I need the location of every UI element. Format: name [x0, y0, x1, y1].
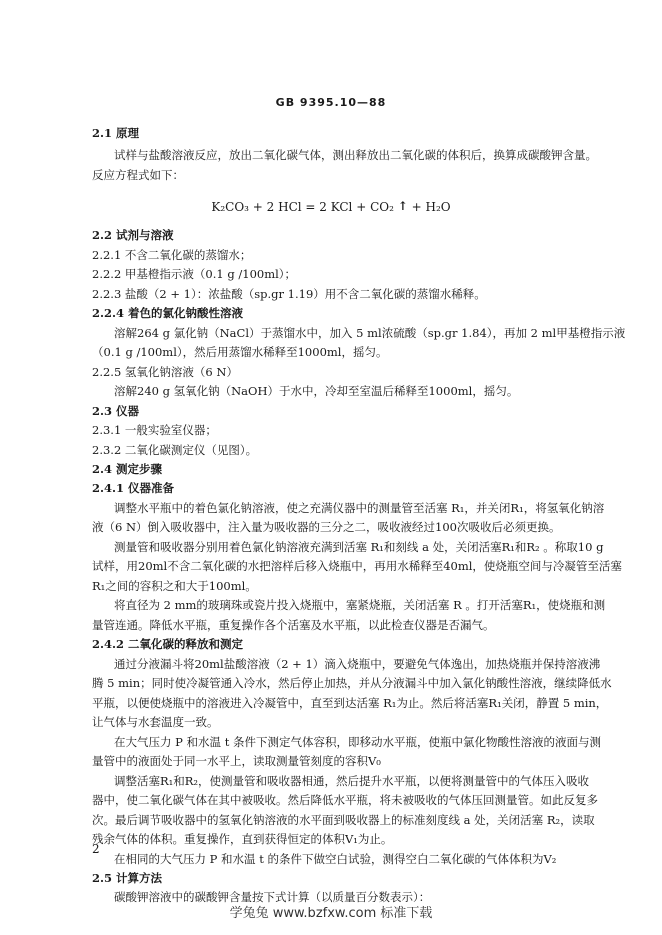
text-line: 通过分液漏斗将20ml盐酸溶液（2 + 1）滴入烧瓶中，要避免气体逸出，加热烧瓶并保持溶液沸 — [114, 657, 601, 671]
text-line: 量管中的液面处于同一水平上，读取测量管刻度的容积V₀ — [92, 754, 381, 768]
text-line: 2.3.2 二氧化碳测定仪（见图）。 — [92, 443, 258, 457]
text-line: 2.4.1 仪器准备 — [92, 481, 175, 495]
text-line: R₁之间的容积之和大于100ml。 — [92, 579, 257, 593]
text-line: 平瓶，以便使烧瓶中的溶液进入冷凝管中，直至到达活塞 R₁为止。然后将活塞R₁关闭，静置 5 min， — [92, 696, 608, 710]
text-line: 2.2.5 氢氧化钠溶液（6 N） — [92, 365, 238, 379]
text-line: 溶解264 g 氯化钠（NaCl）于蒸馏水中，加入 5 ml浓硫酸（sp.gr 1.84），再加 2 ml甲基橙指示液 — [114, 326, 626, 340]
text-line: 试样与盐酸溶液反应，放出二氧化碳气体，测出释放出二氧化碳的体积后，换算成碳酸钾含量。 — [114, 148, 597, 162]
text-line: 2.1 原理 — [92, 126, 140, 140]
equation-left: K₂CO₃ + 2 HCl = 2 KCl + CO₂ — [211, 200, 394, 214]
text-line: 2.3 仪器 — [92, 404, 140, 418]
text-line: 碳酸钾溶液中的碳酸钾含量按下式计算（以质量百分数表示）： — [114, 890, 431, 904]
equation-right: + H₂O — [411, 200, 451, 214]
text-line: 测量管和吸收器分别用着色氯化钠溶液充满到活塞 R₁和刻线 a 处，关闭活塞R₁和R₂ 。称取10 g — [114, 540, 604, 554]
text-line: 在大气压力 P 和水温 t 条件下测定气体容积，即移动水平瓶，使瓶中氯化物酸性溶液的液面与测 — [114, 735, 601, 749]
text-line: 溶解240 g 氢氧化钠（NaOH）于水中，冷却至室温后稀释至1000ml，摇匀。 — [114, 384, 519, 398]
text-line: 在相同的大气压力 P 和水温 t 的条件下做空白试验，测得空白二氧化碳的气体体积为V₂ — [114, 852, 557, 866]
text-line: 调整活塞R₁和R₂，使测量管和吸收器相通，然后提升水平瓶，以便将测量管中的气体压入吸收 — [114, 774, 590, 788]
text-line: 2.5 计算方法 — [92, 871, 163, 885]
text-line: 腾 5 min；同时使冷凝管通入冷水，然后停止加热，并从分液漏斗中加入氯化钠酸性溶液，继续降低水 — [92, 676, 612, 690]
text-line: 2.3.1 一般实验室仪器； — [92, 423, 217, 437]
text-line: 次。最后调节吸收器中的氢氧化钠溶液的水平面到吸收器上的标准刻度线 a 处，关闭活塞 R₂，读取 — [92, 813, 595, 827]
text-line: 器中，使二氧化碳气体在其中被吸收。然后降低水平瓶，将未被吸收的气体压回测量管。如此反复多 — [92, 793, 598, 807]
text-line: 让气体与水套温度一致。 — [92, 715, 219, 729]
text-line: 2.2.3 盐酸（2 + 1）：浓盐酸（sp.gr 1.19）用不含二氧化碳的蒸馏水稀释。 — [92, 287, 486, 301]
text-line: 试样，用20ml不含二氧化碳的水把溶样后移入烧瓶中，再用水稀释至40ml，使烧瓶空间与冷凝管至活塞 — [92, 559, 622, 573]
text-line: 2.2.4 着色的氯化钠酸性溶液 — [92, 306, 244, 320]
text-line: 反应方程式如下： — [92, 168, 184, 182]
reaction-equation — [0, 200, 662, 214]
gas-arrow-icon: ↑ — [397, 199, 408, 213]
text-line: 2.4.2 二氧化碳的释放和测定 — [92, 637, 244, 651]
site-footer: 学兔兔 www.bzfxw.com 标准下载 — [229, 906, 433, 921]
text-line: 2.2.2 甲基橙指示液（0.1 g /100ml）； — [92, 267, 297, 281]
standard-header: GB 9395.10—88 — [275, 96, 387, 109]
text-line: 调整水平瓶中的着色氯化钠溶液，使之充满仪器中的测量管至活塞 R₁，并关闭R₁，将氢氧化钠溶 — [114, 501, 605, 515]
page-number: 2 — [92, 842, 100, 856]
text-line: 残余气体的体积。重复操作，直到获得恒定的体积V₁为止。 — [92, 832, 393, 846]
text-line: 量管连通。降低水平瓶，重复操作各个活塞及水平瓶，以此检查仪器是否漏气。 — [92, 618, 495, 632]
text-line: 2.2.1 不含二氧化碳的蒸馏水； — [92, 248, 252, 262]
text-line: 液（6 N）倒入吸收器中，注入量为吸收器的三分之二，吸收液经过100次吸收后必须更换。 — [92, 520, 561, 534]
text-line: 将直径为 2 mm的玻璃珠或瓷片投入烧瓶中，塞紧烧瓶，关闭活塞 R 。打开活塞R₁，使烧瓶和测 — [114, 598, 606, 612]
text-line: 2.2 试剂与溶液 — [92, 228, 174, 242]
text-line: （0.1 g /100ml），然后用蒸馏水稀释至1000ml，摇匀。 — [92, 345, 388, 359]
text-line: 2.4 测定步骤 — [92, 462, 163, 476]
